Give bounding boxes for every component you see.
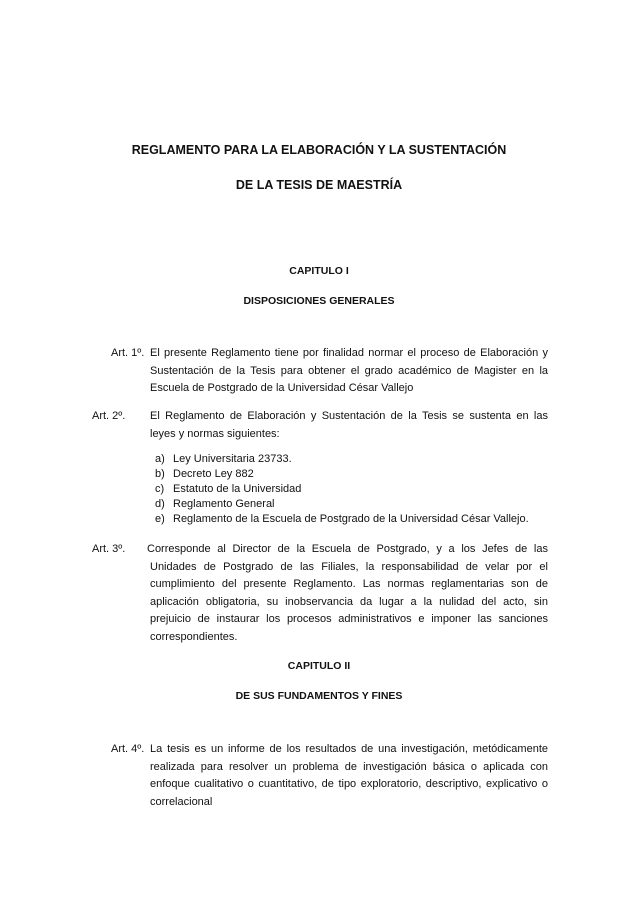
list-marker: c) [155, 483, 165, 495]
article-3-label: Art. 3º. [92, 543, 126, 555]
list-item-text: Reglamento de la Escuela de Postgrado de la Universidad César Vallejo. [173, 513, 529, 525]
article-2-norms-list [155, 452, 555, 527]
article-1-body: El presente Reglamento tiene por finalidad normar el proceso de Elaboración y Sustentación de la Tesis para obtener el grado académico de Magister en la Escuela de Postgrado de la Universidad César Vallejo [150, 347, 548, 394]
article-4-label: Art. 4º. [111, 743, 145, 755]
list-marker: b) [155, 468, 165, 480]
list-item [155, 452, 555, 467]
article-4-body: La tesis es un informe de los resultados de una investigación, metódicamente realizada para resolver un problema de investigación básica o aplicada con enfoque cualitativo o cuantitativo, de tipo exploratorio, descriptivo, explicativo o correlacional [150, 743, 548, 808]
list-item-text: Reglamento General [173, 498, 275, 510]
list-item [155, 482, 555, 497]
chapter-2-heading: CAPITULO II [287, 660, 351, 672]
article-1-text [150, 345, 548, 398]
article-3-text [147, 541, 548, 646]
list-item-text: Decreto Ley 882 [173, 468, 254, 480]
chapter-2-subheading: DE SUS FUNDAMENTOS Y FINES [235, 690, 403, 702]
list-item [155, 512, 555, 527]
article-1-label: Art. 1º. [111, 347, 145, 359]
chapter-1-subheading: DISPOSICIONES GENERALES [243, 295, 395, 307]
list-marker: a) [155, 453, 165, 465]
article-3-body: Corresponde al Director de la Escuela de Postgrado, y a los Jefes de las Unidades de Postgrado de las Filiales, la responsabilidad de velar por el cumplimiento del presente Reglamento. Las normas reglamentarias son de aplicación obligatoria, su inobservancia da lugar a la nulidad del acto, sin prejuicio de instaurar los procesos administrativos e imponer las sanciones correspondientes. [147, 543, 548, 643]
article-2-label: Art. 2º. [92, 410, 126, 422]
list-marker: d) [155, 498, 165, 510]
list-item [155, 467, 555, 482]
list-item-text: Estatuto de la Universidad [173, 483, 302, 495]
chapter-1-heading: CAPITULO I [289, 265, 349, 277]
document-title-line-2: DE LA TESIS DE MAESTRÍA [235, 178, 403, 192]
document-title-line-1: REGLAMENTO PARA LA ELABORACIÓN Y LA SUSTENTACIÓN [131, 143, 507, 157]
article-4-text [150, 741, 548, 811]
list-item-text: Ley Universitaria 23733. [173, 453, 292, 465]
list-marker: e) [155, 513, 165, 525]
article-2-text [150, 408, 548, 443]
article-2-body: El Reglamento de Elaboración y Sustentación de la Tesis se sustenta en las leyes y normas siguientes: [150, 410, 548, 440]
list-item [155, 497, 555, 512]
